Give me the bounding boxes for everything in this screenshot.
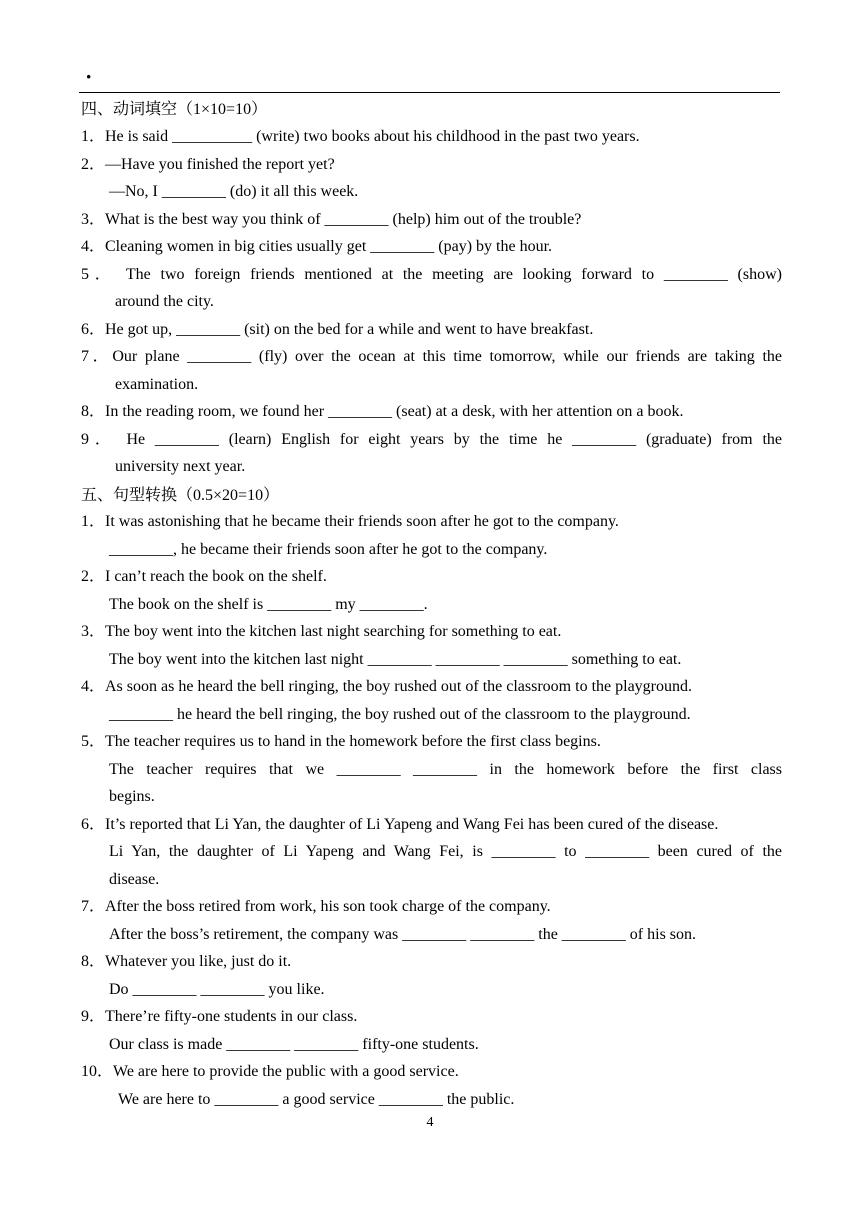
q5-2: 2．I can’t reach the book on the shelf.: [81, 568, 327, 585]
q4-7-cont: examination.: [115, 376, 199, 393]
q4-2: 2．—Have you finished the report yet?: [81, 156, 335, 173]
q5-6-rewrite-cont: disease.: [109, 871, 160, 888]
q4-5: 5． The two foreign friends mentioned at the meeting are looking forward to ________ (show): [81, 266, 782, 283]
q5-5-rewrite-cont: begins.: [109, 788, 155, 805]
q4-2-reply: —No, I ________ (do) it all this week.: [109, 183, 359, 200]
q5-5: 5．The teacher requires us to hand in the homework before the first class begins.: [81, 733, 601, 750]
q5-10: 10．We are here to provide the public with a good service.: [81, 1063, 459, 1080]
q5-9-rewrite: Our class is made ________ ________ fifty-one students.: [109, 1036, 479, 1053]
q5-3: 3．The boy went into the kitchen last night searching for something to eat.: [81, 623, 562, 640]
q5-2-rewrite: The book on the shelf is ________ my ________.: [109, 596, 428, 613]
q4-9-cont: university next year.: [115, 458, 246, 475]
section-4-score: （1×10=10）: [177, 101, 268, 118]
q5-6: 6．It’s reported that Li Yan, the daughter of Li Yapeng and Wang Fei has been cured of the disease.: [81, 816, 719, 833]
q5-4: 4．As soon as he heard the bell ringing, the boy rushed out of the classroom to the playground.: [81, 678, 692, 695]
q5-1: 1．It was astonishing that he became their friends soon after he got to the company.: [81, 513, 619, 530]
section-5-score: （0.5×20=10）: [177, 487, 280, 504]
q5-7: 7．After the boss retired from work, his son took charge of the company.: [81, 898, 551, 915]
section-5-title: 五、句型转换: [81, 485, 178, 504]
q5-1-rewrite: ________, he became their friends soon after he got to the company.: [109, 541, 548, 558]
q5-5-rewrite: The teacher requires that we ________ ________ in the homework before the first class: [109, 761, 782, 778]
q5-8: 8．Whatever you like, just do it.: [81, 953, 292, 970]
q4-3: 3．What is the best way you think of ________ (help) him out of the trouble?: [81, 211, 582, 228]
section-4-title: 四、动词填空: [81, 99, 178, 118]
section-4-heading: [81, 95, 782, 122]
q4-8: 8．In the reading room, we found her ________ (seat) at a desk, with her attention on a book.: [81, 403, 684, 420]
q4-5-cont: around the city.: [115, 293, 214, 310]
q4-6: 6．He got up, ________ (sit) on the bed for a while and went to have breakfast.: [81, 321, 594, 338]
q5-6-rewrite: Li Yan, the daughter of Li Yapeng and Wang Fei, is ________ to ________ been cured of the: [109, 843, 782, 860]
q4-1: 1．He is said __________ (write) two books about his childhood in the past two years.: [81, 128, 640, 145]
page-number: 4: [426, 1115, 434, 1130]
bullet-mark: ·: [85, 64, 93, 89]
q5-9: 9．There’re fifty-one students in our class.: [81, 1008, 358, 1025]
q4-7: 7．Our plane ________ (fly) over the ocean at this time tomorrow, while our friends are taking the: [81, 348, 782, 365]
header-rule: [79, 92, 780, 93]
q5-7-rewrite: After the boss’s retirement, the company was ________ ________ the ________ of his son.: [109, 926, 697, 943]
q5-10-rewrite: We are here to ________ a good service ________ the public.: [118, 1091, 515, 1108]
section-5-heading: [81, 481, 782, 508]
q5-3-rewrite: The boy went into the kitchen last night ________ ________ ________ something to eat.: [109, 651, 682, 668]
q5-8-rewrite: Do ________ ________ you like.: [109, 981, 325, 998]
q5-4-rewrite: ________ he heard the bell ringing, the boy rushed out of the classroom to the playground.: [109, 706, 691, 723]
q4-9: 9． He ________ (learn) English for eight years by the time he ________ (graduate) from the: [81, 431, 782, 448]
q4-4: 4．Cleaning women in big cities usually get ________ (pay) by the hour.: [81, 238, 553, 255]
